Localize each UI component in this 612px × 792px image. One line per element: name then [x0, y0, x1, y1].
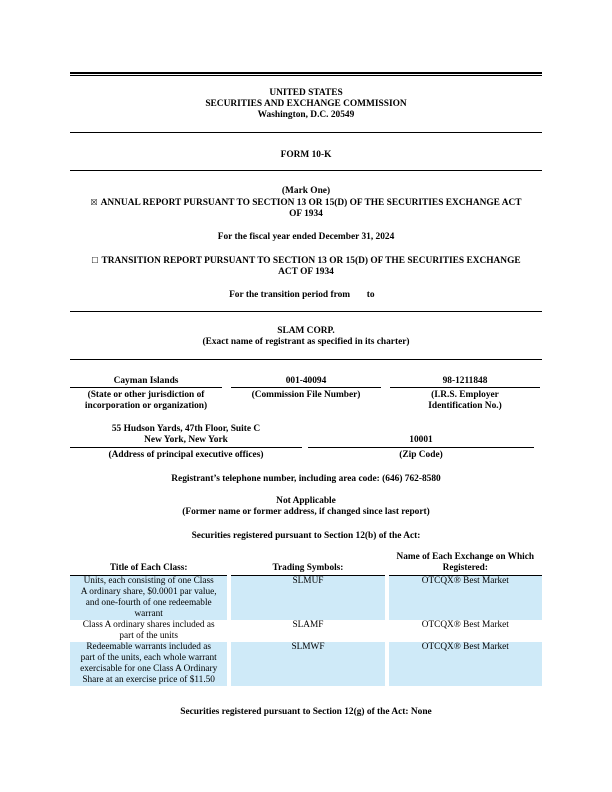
file-number-caption: (Commission File Number)	[251, 390, 361, 400]
address-line1: 55 Hudson Yards, 47th Floor, Suite C	[111, 424, 261, 434]
class-title-cell	[70, 642, 227, 686]
checked-checkbox-icon: ☒	[90, 198, 98, 207]
fiscal-year-text: For the fiscal year ended December 31, 2024	[217, 232, 395, 242]
table-row	[70, 620, 542, 642]
class-title-cell	[70, 576, 227, 621]
jurisdiction-caption	[70, 390, 222, 412]
agency-city: Washington, D.C. 20549	[257, 110, 355, 120]
column-header-symbol: Trading Symbols:	[231, 552, 384, 576]
class-title-line: part of the units, each whole warrant	[80, 653, 217, 663]
class-title-line: exercisable for one Class A Ordinary	[80, 664, 218, 674]
exchange-cell: OTCQX® Best Market	[389, 576, 542, 621]
divider	[70, 311, 542, 312]
telephone-text: Registrant’s telephone number, including area code: (646) 762-8580	[171, 474, 441, 484]
field-underline	[231, 387, 381, 388]
exchange-header-line2: Registered:	[442, 563, 488, 573]
annual-report-option	[70, 197, 542, 220]
former-name-block	[70, 496, 542, 518]
column-header-exchange	[389, 552, 542, 576]
divider	[70, 132, 542, 133]
form-title: FORM 10-K	[280, 150, 332, 160]
divider	[70, 170, 542, 171]
transition-report-option	[70, 255, 542, 278]
annual-report-line1: ANNUAL REPORT PURSUANT TO SECTION 13 OR 15(D) OF THE SECURITIES EXCHANGE ACT	[100, 198, 522, 208]
class-title-line: Redeemable warrants included as	[86, 642, 212, 652]
securities-table	[70, 552, 542, 686]
jurisdiction-caption-line1: (State or other jurisdiction of	[87, 390, 205, 400]
exchange-cell: OTCQX® Best Market	[421, 620, 509, 630]
field-underline	[70, 387, 222, 388]
irs-caption	[390, 390, 540, 412]
irs-caption-line2: Identification No.)	[428, 401, 502, 411]
table-row	[70, 576, 542, 621]
class-title-line: warrant	[134, 609, 163, 619]
address-caption: (Address of principal executive offices)	[108, 450, 264, 460]
trading-symbol-cell: SLMUF	[231, 576, 384, 621]
column-header-title: Title of Each Class:	[70, 552, 227, 576]
field-underline	[390, 387, 540, 388]
address-line2: New York, New York	[144, 435, 228, 445]
section-12b-heading: Securities registered pursuant to Section 12(b) of the Act:	[191, 531, 421, 541]
field-underline	[70, 447, 302, 448]
exchange-cell: OTCQX® Best Market	[389, 642, 542, 686]
class-title-line: Class A ordinary shares included as	[82, 620, 215, 630]
class-title-line: A ordinary share, $0.0001 par value,	[80, 587, 217, 597]
former-name-caption: (Former name or former address, if changed since last report)	[182, 507, 430, 517]
annual-report-line2: OF 1934	[289, 209, 323, 219]
agency-name: SECURITIES AND EXCHANGE COMMISSION	[205, 99, 407, 109]
exchange-header-line1: Name of Each Exchange on Which	[396, 552, 535, 562]
transition-report-line1: TRANSITION REPORT PURSUANT TO SECTION 13 OR 15(D) OF THE SECURITIES EXCHANGE	[101, 256, 521, 266]
class-title-cell	[70, 620, 227, 642]
trading-symbol-cell: SLAMF	[292, 620, 324, 630]
transition-report-line2: ACT OF 1934	[278, 267, 334, 277]
zip-value: 10001	[409, 435, 433, 445]
registrant-name-block	[70, 326, 542, 348]
class-title-line: and one-fourth of one redeemable	[85, 598, 212, 608]
table-row	[70, 642, 542, 686]
field-underline	[308, 447, 534, 448]
irs-caption-line1: (I.R.S. Employer	[431, 390, 499, 400]
zip-caption: (Zip Code)	[399, 450, 443, 460]
address-value	[70, 424, 302, 446]
jurisdiction-value: Cayman Islands	[113, 376, 179, 386]
irs-number-value: 98-1211848	[442, 376, 488, 386]
agency-header	[70, 88, 542, 121]
class-title-line: Units, each consisting of one Class	[83, 576, 214, 586]
transition-period-to: to	[366, 290, 375, 300]
transition-period-text	[70, 290, 542, 301]
class-title-line: Share at an exercise price of $11.50	[82, 675, 215, 685]
unchecked-checkbox-icon: ☐	[91, 256, 99, 265]
registrant-name: SLAM CORP.	[277, 326, 335, 336]
file-number-value: 001-40094	[285, 376, 327, 386]
class-title-line: part of the units	[119, 631, 178, 641]
transition-period-prefix: For the transition period from	[229, 290, 351, 300]
table-header-row	[70, 552, 542, 576]
divider	[70, 359, 542, 360]
mark-one-label: (Mark One)	[281, 186, 331, 196]
jurisdiction-caption-line2: incorporation or organization)	[84, 401, 208, 411]
country-name: UNITED STATES	[269, 88, 343, 98]
section-12g-text: Securities registered pursuant to Section 12(g) of the Act: None	[180, 707, 432, 717]
former-name-value: Not Applicable	[276, 496, 336, 506]
top-double-rule	[70, 72, 542, 76]
trading-symbol-cell: SLMWF	[231, 642, 384, 686]
registrant-name-caption: (Exact name of registrant as specified in its charter)	[202, 337, 410, 347]
